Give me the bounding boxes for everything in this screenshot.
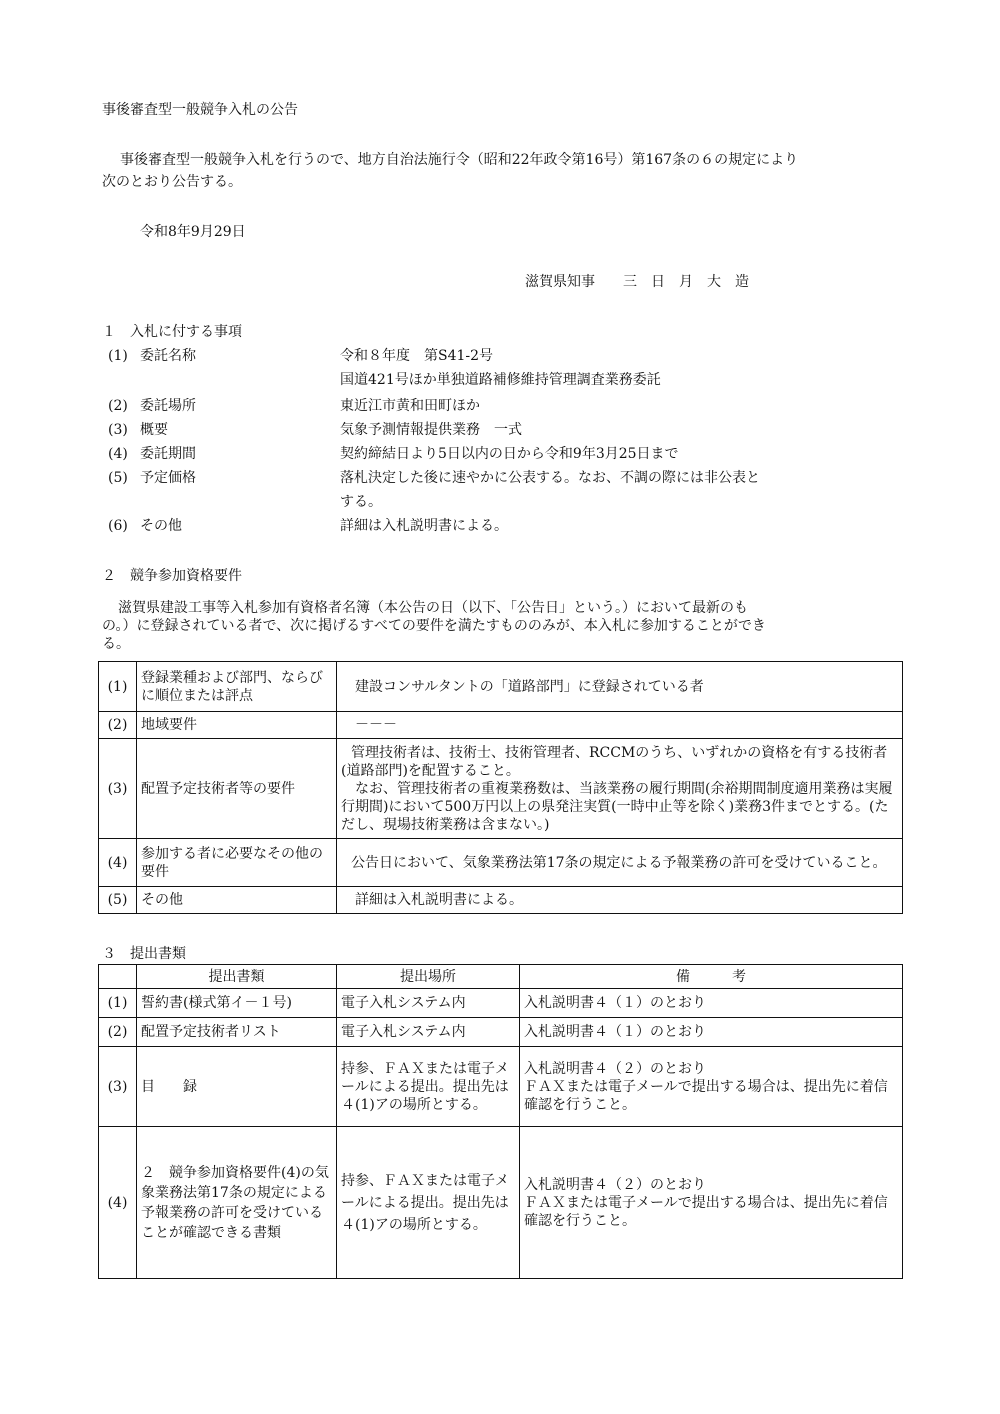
header-number-cell (99, 965, 137, 989)
table-row (99, 739, 903, 839)
item-number: (5) (108, 470, 128, 486)
section2-heading: ２ 競争参加資格要件 (102, 568, 242, 584)
section2-paragraph-line: る。 (102, 636, 130, 652)
row-number: (3) (99, 1047, 137, 1127)
row-label: 登録業種および部門、ならびに順位または評点 (137, 662, 337, 712)
documents-table (98, 964, 903, 1279)
item-value: 令和８年度 第S41-2号 (340, 348, 494, 364)
issuer-name: 滋賀県知事 三 日 月 大 造 (525, 274, 749, 290)
row-content: 管理技術者は、技術士、技術管理者、RCCMのうち、いずれかの資格を有する技術者(道路部門)を配置すること。 なお、管理技術者の重複業務数は、当該業務の履行期間(余裕期間制度適用業務は実履行期間)において500万円以上の県発注実質(一時中止等を除く)業務3件までとする。(ただし、現場技術業務は含まない。) (337, 739, 903, 839)
row-content: 公告日において、気象業務法第17条の規定による予報業務の許可を受けていること。 (337, 839, 903, 887)
row-document: 目 録 (137, 1047, 337, 1127)
table-row (99, 839, 903, 887)
table-row (99, 712, 903, 739)
section3-heading: ３ 提出書類 (102, 946, 186, 962)
row-number: (3) (99, 739, 137, 839)
row-document: 配置予定技術者リスト (137, 1018, 337, 1047)
section1-heading: １ 入札に付する事項 (102, 324, 242, 340)
row-content: 建設コンサルタントの「道路部門」に登録されている者 (337, 662, 903, 712)
row-note: 入札説明書４（２）のとおり ＦＡＸまたは電子メールで提出する場合は、提出先に着信確認を行うこと。 (520, 1047, 903, 1127)
row-place: 持参、ＦＡＸまたは電子メールによる提出。提出先は４(1)アの場所とする。 (337, 1127, 520, 1279)
row-note: 入札説明書４（１）のとおり (520, 1018, 903, 1047)
table-row (99, 1047, 903, 1127)
row-label: その他 (137, 887, 337, 914)
table-row (99, 662, 903, 712)
item-label: 委託期間 (140, 446, 196, 462)
row-place: 電子入札システム内 (337, 989, 520, 1018)
table-row (99, 989, 903, 1018)
section2-paragraph-line: の。）に登録されている者で、次に掲げるすべての要件を満たすもののみが、本入札に参加することができ (102, 618, 766, 634)
column-header: 提出書類 (137, 965, 337, 989)
table-row (99, 1127, 903, 1279)
table-header-row (99, 965, 903, 989)
item-label: その他 (140, 518, 182, 534)
item-number: (2) (108, 398, 128, 414)
item-value: 国道421号ほか単独道路補修維持管理調査業務委託 (340, 372, 661, 388)
item-value: する。 (340, 494, 382, 510)
item-value: 落札決定した後に速やかに公表する。なお、不調の際には非公表と (340, 470, 760, 486)
item-value: 東近江市黄和田町ほか (340, 398, 480, 414)
row-number: (4) (99, 1127, 137, 1279)
column-header: 提出場所 (337, 965, 520, 989)
intro-line-2: 次のとおり公告する。 (102, 174, 242, 190)
section2-paragraph-line: 滋賀県建設工事等入札参加有資格者名簿（本公告の日（以下、「公告日」という。）において最新のも (118, 600, 748, 616)
row-note: 入札説明書４（２）のとおり ＦＡＸまたは電子メールで提出する場合は、提出先に着信確認を行うこと。 (520, 1127, 903, 1279)
row-label: 地域要件 (137, 712, 337, 739)
row-content: －－－ (337, 712, 903, 739)
item-label: 概要 (140, 422, 168, 438)
table-row (99, 1018, 903, 1047)
row-note: 入札説明書４（１）のとおり (520, 989, 903, 1018)
row-number: (1) (99, 662, 137, 712)
document-title: 事後審査型一般競争入札の公告 (102, 102, 298, 118)
row-content: 詳細は入札説明書による。 (337, 887, 903, 914)
table-row (99, 887, 903, 914)
row-place: 持参、ＦＡＸまたは電子メールによる提出。提出先は４(1)アの場所とする。 (337, 1047, 520, 1127)
item-label: 委託名称 (140, 348, 196, 364)
row-number: (4) (99, 839, 137, 887)
row-number: (5) (99, 887, 137, 914)
row-number: (2) (99, 712, 137, 739)
notice-date: 令和8年9月29日 (140, 224, 246, 240)
column-header: 備 考 (520, 965, 903, 989)
item-number: (6) (108, 518, 128, 534)
row-label: 参加する者に必要なその他の要件 (137, 839, 337, 887)
item-label: 予定価格 (140, 470, 196, 486)
row-number: (1) (99, 989, 137, 1018)
row-document: ２ 競争参加資格要件(4)の気象業務法第17条の規定による予報業務の許可を受けていることが確認できる書類 (137, 1127, 337, 1279)
requirements-table (98, 661, 903, 914)
row-label: 配置予定技術者等の要件 (137, 739, 337, 839)
intro-line-1: 事後審査型一般競争入札を行うので、地方自治法施行令（昭和22年政令第16号）第167条の６の規定により (120, 152, 799, 168)
row-document: 誓約書(様式第イ－１号) (137, 989, 337, 1018)
item-number: (4) (108, 446, 128, 462)
item-number: (3) (108, 422, 128, 438)
item-value: 契約締結日より5日以内の日から令和9年3月25日まで (340, 446, 679, 462)
item-value: 詳細は入札説明書による。 (340, 518, 508, 534)
row-place: 電子入札システム内 (337, 1018, 520, 1047)
item-number: (1) (108, 348, 128, 364)
item-label: 委託場所 (140, 398, 196, 414)
item-value: 気象予測情報提供業務 一式 (340, 422, 522, 438)
row-number: (2) (99, 1018, 137, 1047)
